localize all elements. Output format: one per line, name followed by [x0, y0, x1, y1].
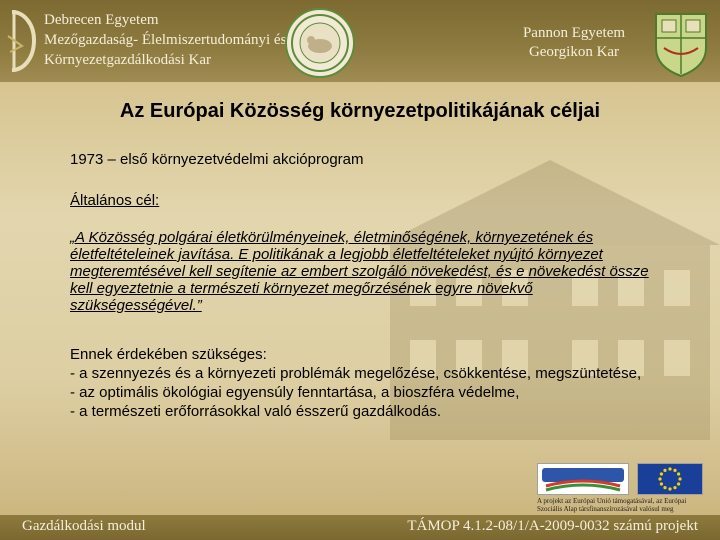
left-title-line: Debrecen Egyetem — [44, 12, 159, 28]
uj-magyarorszag-logo-icon — [537, 463, 629, 495]
list-item: - a szennyezés és a környezeti problémák megelőzése, csökkentése, megszüntetése, — [70, 365, 642, 382]
university-d-logo-icon — [4, 6, 40, 76]
program-subtitle: 1973 – első környezetvédelmi akcióprogram — [70, 151, 364, 168]
header-bar — [0, 0, 720, 82]
left-institution-title — [44, 10, 286, 70]
project-code: TÁMOP 4.1.2-08/1/A-2009-0032 számú projekt — [407, 518, 698, 534]
general-goal-label: Általános cél: — [70, 192, 160, 209]
caption-line: Szociális Alap társfinanszírozásával valósul meg — [537, 505, 674, 513]
footer-bar — [0, 515, 720, 540]
right-institution-title — [513, 24, 635, 62]
requirements-list — [70, 345, 670, 421]
module-name: Gazdálkodási modul — [22, 518, 146, 534]
left-title-line: Mezőgazdaság- Élelmiszertudományi és — [44, 32, 287, 48]
list-item: - a természeti erőforrásokkal való ésszerű gazdálkodás. — [70, 403, 442, 420]
eu-flag-icon — [637, 463, 703, 495]
right-title-line: Pannon Egyetem — [522, 25, 626, 41]
list-item: Ennek érdekében szükséges: — [70, 346, 267, 363]
slide-title: Az Európai Közösség környezetpolitikájának céljai — [119, 100, 601, 122]
left-title-line: Környezetgazdálkodási Kar — [44, 52, 212, 68]
caption-line: A projekt az Európai Unió támogatásával, az Európai — [537, 497, 687, 505]
faculty-seal-icon — [285, 8, 355, 78]
georgikon-shield-icon — [650, 8, 712, 78]
list-item: - az optimális ökológiai egyensúly fenntartása, a bioszféra védelme, — [70, 384, 520, 401]
right-title-line: Georgikon Kar — [528, 44, 620, 60]
funding-caption — [537, 497, 705, 513]
goal-quote: „A Közösség polgárai életkörülményeinek, életminőségének, környezetének és életfeltételeinek javítása. E politikának a legjobb életfeltételeket nyújtó környezet megteremtésével kell segítenie az embert szolgáló növekedést, és e növekedést össze kell egyeztetnie a természeti környezet megőrzésének egyre növekvő szükségességével.” — [70, 229, 649, 314]
